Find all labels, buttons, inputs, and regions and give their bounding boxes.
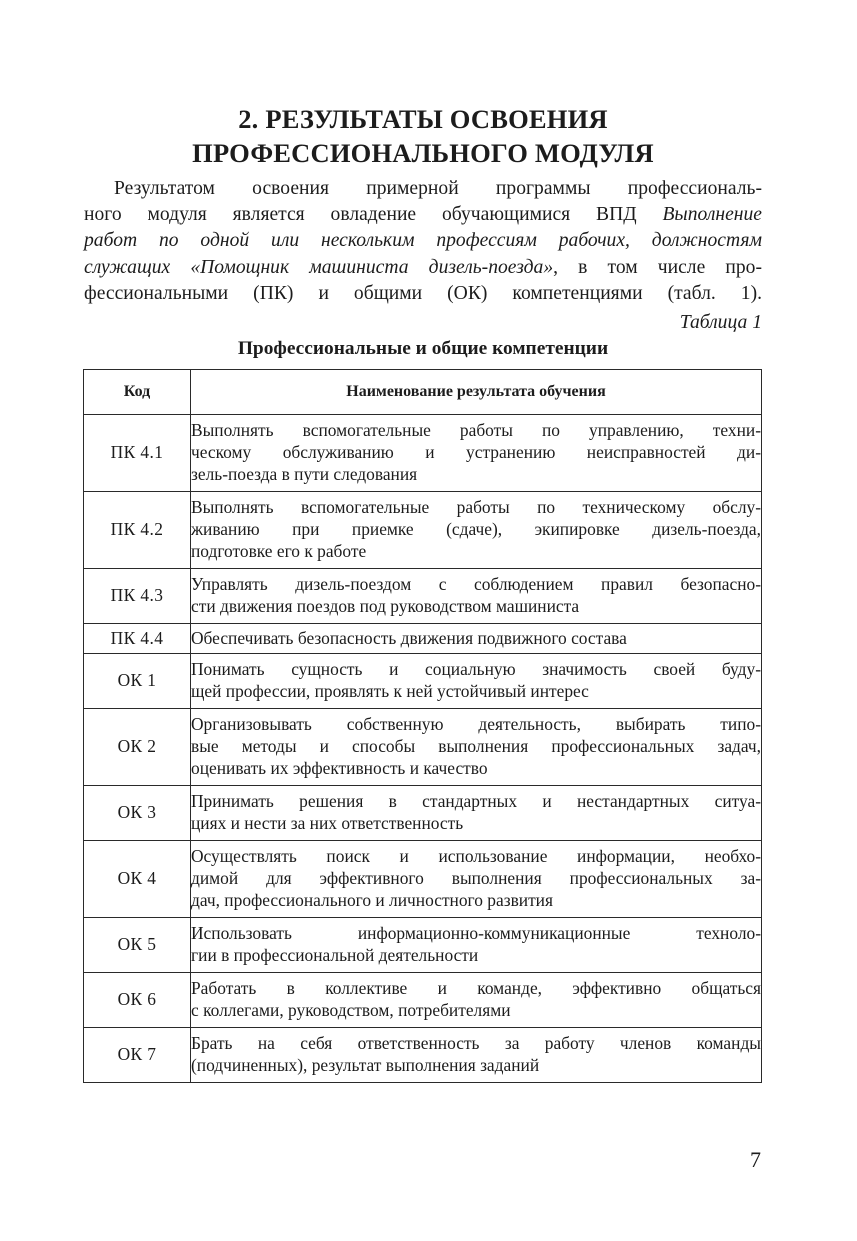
- table-row: [84, 624, 762, 654]
- page-number: 7: [750, 1147, 761, 1172]
- table-number: Таблица 1: [679, 312, 762, 333]
- description-line: ческому обслуживанию и устранению неисправностей ди-: [191, 442, 761, 463]
- competency-code: ОК 7: [84, 1028, 191, 1083]
- table-row: [84, 569, 762, 624]
- table-row: [84, 492, 762, 569]
- description-line: сти движения поездов под руководством машиниста: [191, 596, 580, 616]
- description-line: (подчиненных), результат выполнения заданий: [191, 1055, 540, 1075]
- table-row: [84, 973, 762, 1028]
- competency-description: [191, 569, 762, 624]
- description-line: зель-поезда в пути следования: [191, 463, 418, 484]
- competency-description: [191, 492, 762, 569]
- intro-paragraph: [84, 176, 762, 307]
- description-line: Выполнять вспомогательные работы по управлению, техни-: [191, 420, 761, 441]
- competencies-table: [83, 369, 762, 1083]
- table-row: [84, 709, 762, 786]
- heading-line: ПРОФЕССИОНАЛЬНОГО МОДУЛЯ: [192, 138, 654, 168]
- competency-code: ОК 5: [84, 918, 191, 973]
- competency-code: ОК 4: [84, 841, 191, 918]
- competency-code: ОК 1: [84, 654, 191, 709]
- competency-description: [191, 709, 762, 786]
- competency-code: ОК 6: [84, 973, 191, 1028]
- intro-italic-text: служащих «Помощник машиниста дизель-поезда»: [84, 256, 554, 278]
- intro-italic-text: Выполнение: [662, 204, 762, 226]
- description-line: оценивать их эффективность и качество: [191, 757, 488, 778]
- description-line: Работать в коллективе и команде, эффективно общаться: [191, 978, 761, 999]
- description-line: циях и нести за них ответственность: [191, 813, 464, 833]
- description-line: с коллегами, руководством, потребителями: [191, 1000, 511, 1020]
- description-line: подготовке его к работе: [191, 540, 367, 561]
- description-line: гии в профессиональной деятельности: [191, 945, 479, 965]
- description-line: Организовывать собственную деятельность, выбирать типо-: [191, 714, 761, 735]
- intro-line: фессиональными (ПК) и общими (ОК) компетенциями (табл. 1).: [84, 282, 762, 304]
- table-row: [84, 415, 762, 492]
- description-line: Обеспечивать безопасность движения подвижного состава: [191, 627, 627, 648]
- table-row: [84, 918, 762, 973]
- description-line: Выполнять вспомогательные работы по техническому обслу-: [191, 497, 761, 518]
- competency-description: [191, 918, 762, 973]
- competency-code: ПК 4.1: [84, 415, 191, 492]
- table-body: [84, 415, 762, 1083]
- intro-line: [84, 202, 762, 228]
- intro-line: [84, 255, 762, 281]
- heading-line: 2. РЕЗУЛЬТАТЫ ОСВОЕНИЯ: [238, 104, 608, 134]
- column-header-code: Код: [84, 370, 191, 415]
- description-line: Управлять дизель-поездом с соблюдением правил безопасно-: [191, 574, 761, 595]
- competency-code: ОК 2: [84, 709, 191, 786]
- description-line: щей профессии, проявлять к ней устойчивый интерес: [191, 681, 589, 701]
- competency-description: [191, 415, 762, 492]
- competency-description: [191, 624, 762, 654]
- table-header-row: [84, 370, 762, 415]
- table-row: [84, 654, 762, 709]
- table-row: [84, 786, 762, 841]
- description-line: дач, профессионального и личностного развития: [191, 889, 553, 910]
- table-row: [84, 1028, 762, 1083]
- description-line: Принимать решения в стандартных и нестандартных ситуа-: [191, 791, 761, 812]
- competency-code: ПК 4.3: [84, 569, 191, 624]
- competency-description: [191, 786, 762, 841]
- competency-code: ОК 3: [84, 786, 191, 841]
- section-heading: [84, 102, 762, 170]
- description-line: Понимать сущность и социальную значимость своей буду-: [191, 659, 761, 680]
- description-line: живанию при приемке (сдаче), экипировке дизель-поезда,: [191, 519, 761, 540]
- description-line: вые методы и способы выполнения профессиональных задач,: [191, 736, 761, 757]
- description-line: димой для эффективного выполнения профессиональных за-: [191, 868, 761, 889]
- column-header-name: Наименование результата обучения: [191, 370, 762, 415]
- competency-description: [191, 654, 762, 709]
- description-line: Брать на себя ответственность за работу членов команды: [191, 1033, 761, 1054]
- intro-line: Результатом освоения примерной программы профессиональ-: [114, 178, 762, 199]
- competency-code: ПК 4.2: [84, 492, 191, 569]
- competency-description: [191, 973, 762, 1028]
- competency-code: ПК 4.4: [84, 624, 191, 654]
- intro-text: , в том числе про-: [553, 256, 762, 278]
- table-row: [84, 841, 762, 918]
- description-line: Осуществлять поиск и использование информации, необхо-: [191, 846, 761, 867]
- intro-italic-text: работ по одной или нескольким профессиям рабочих, должностям: [84, 230, 762, 252]
- competency-description: [191, 1028, 762, 1083]
- competency-description: [191, 841, 762, 918]
- description-line: Использовать информационно-коммуникационные техноло-: [191, 923, 761, 944]
- intro-text: ного модуля является овладение обучающимися ВПД: [84, 204, 663, 226]
- intro-line: [84, 228, 762, 254]
- table-title: Профессиональные и общие компетенции: [237, 338, 609, 359]
